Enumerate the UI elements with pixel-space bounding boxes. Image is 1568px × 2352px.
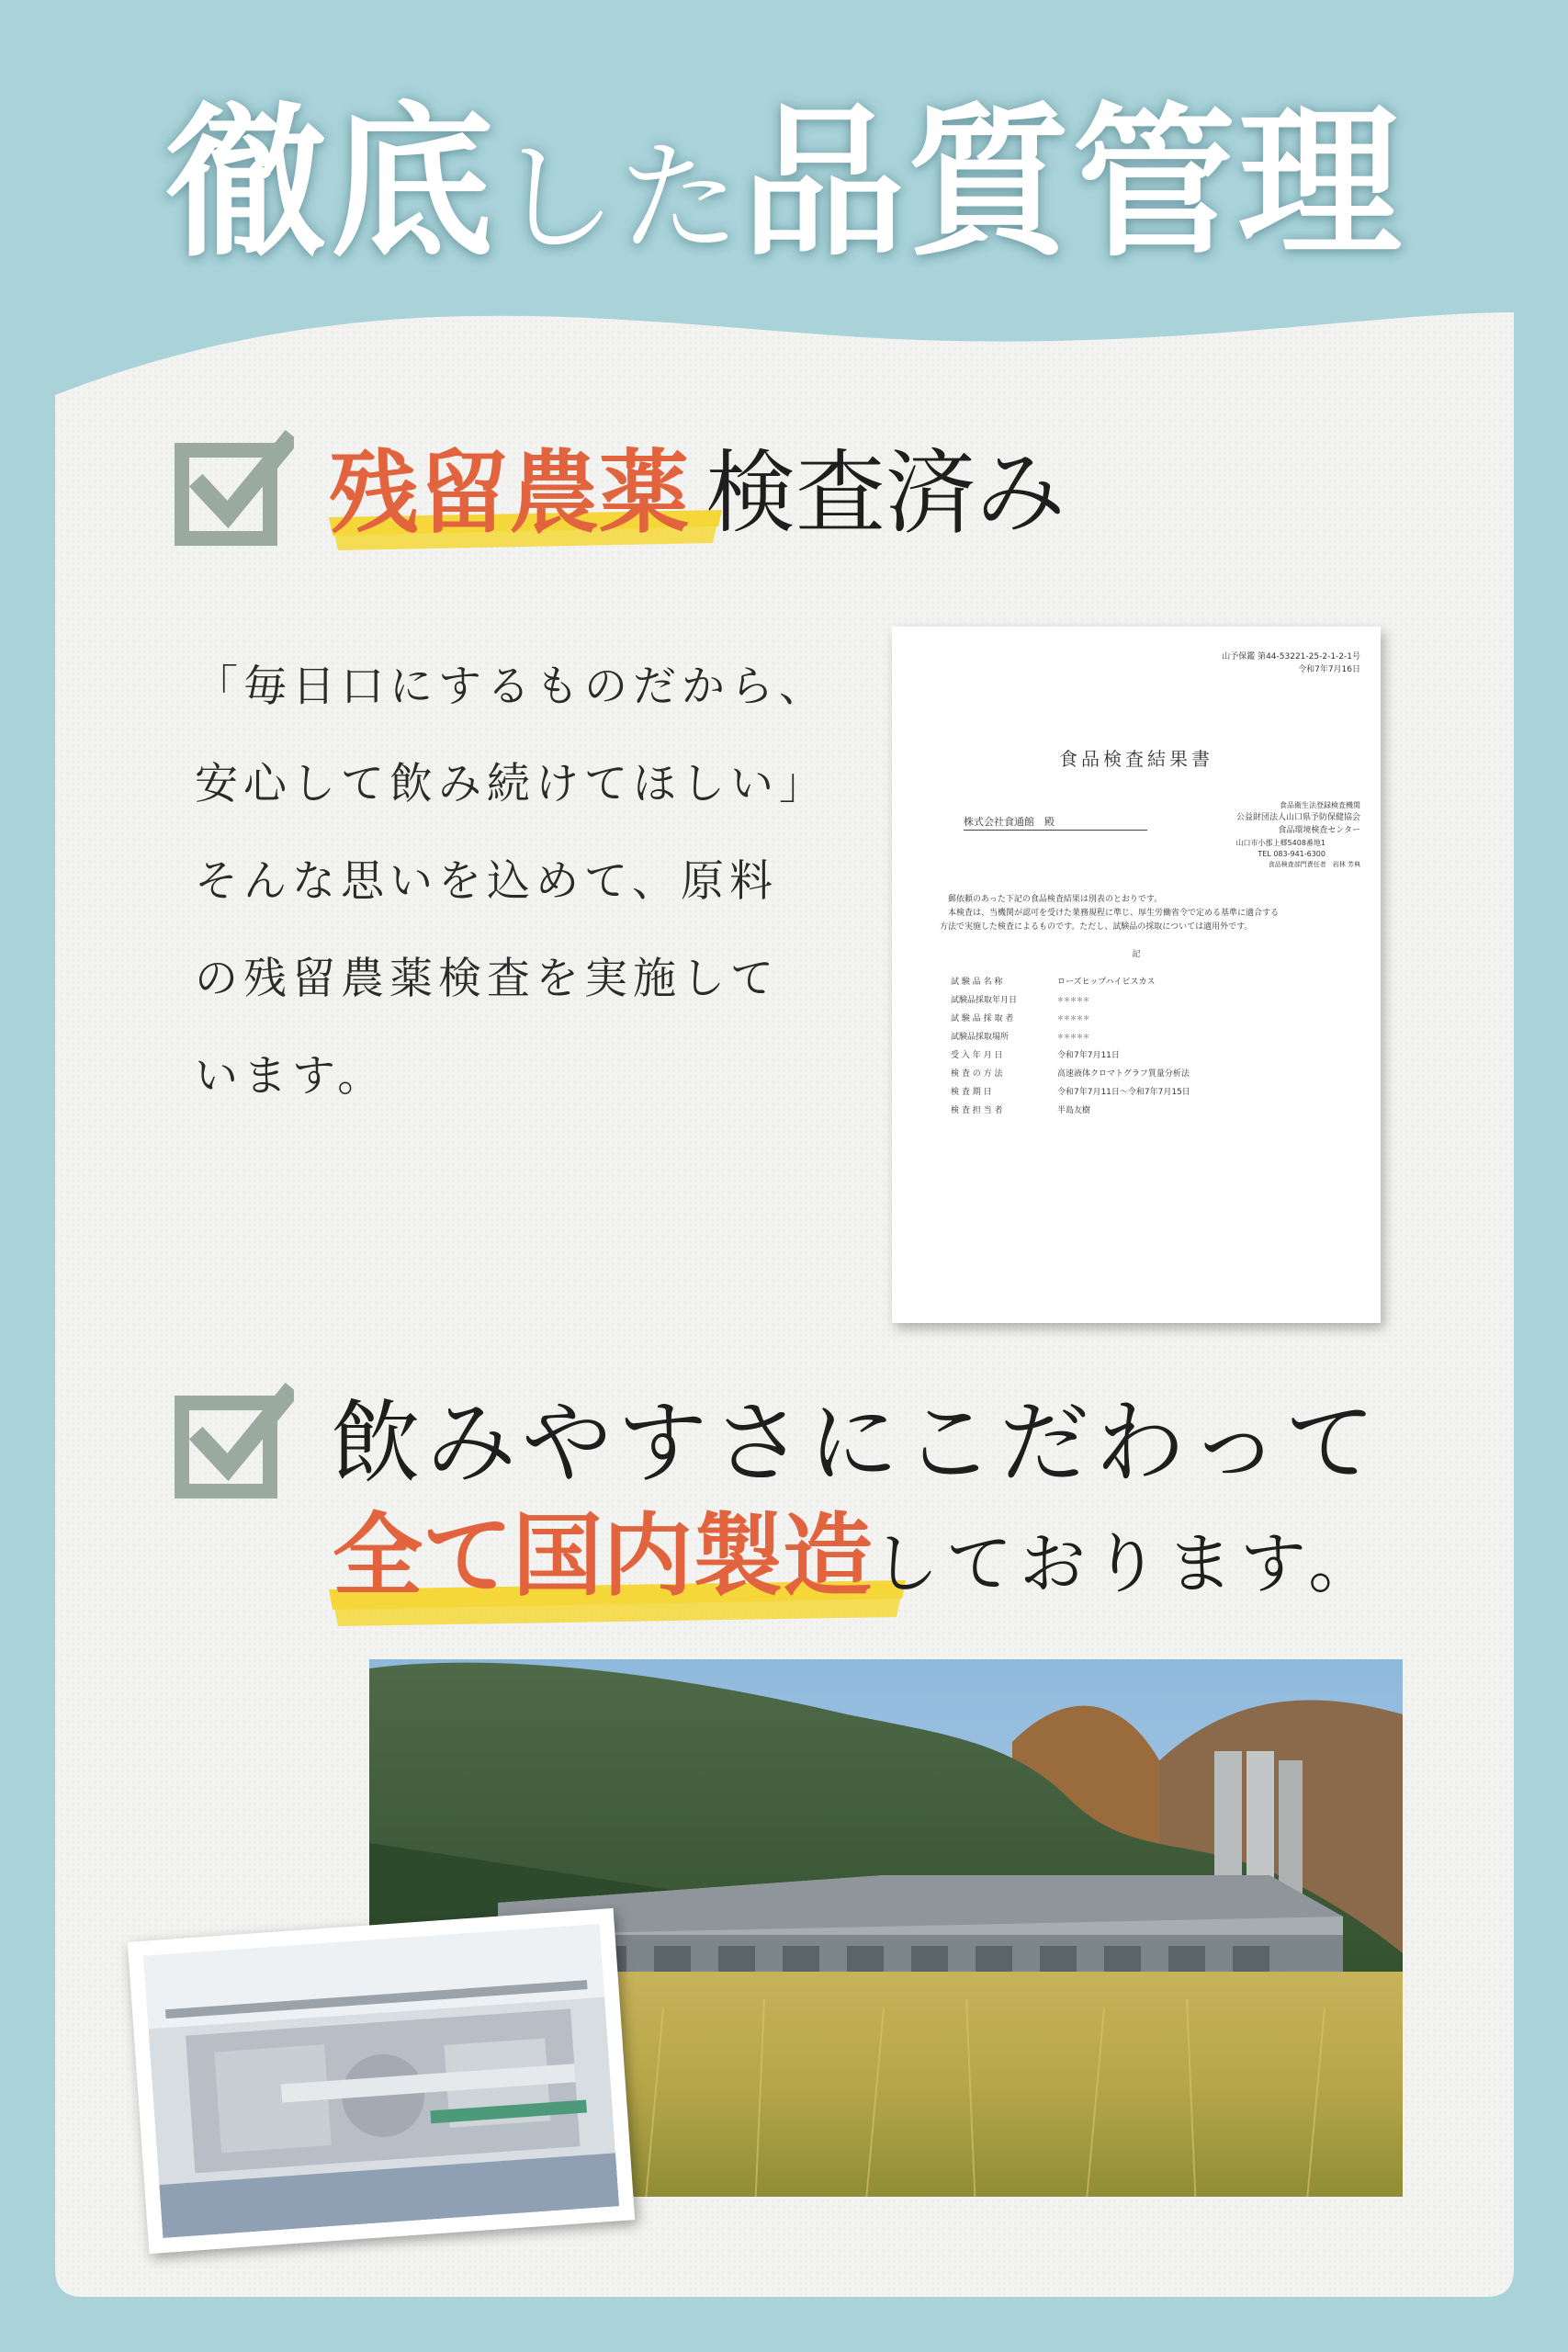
title-part3: 品質管理 [741, 86, 1404, 278]
doc-intro-2: 本検査は、当機関が認可を受けた業務規程に準じ、厚生労働省令で定める基準に適合する [940, 909, 1280, 918]
doc-row-label: 試験品採取年月日 [951, 996, 1018, 1005]
doc-row-value: 高速液体クロマトグラフ質量分析法 [1057, 1069, 1190, 1079]
section2-heading-line1: 飲みやすさにこだわって [331, 1391, 1382, 1496]
doc-recipient: 株式会社食通館 殿 [964, 816, 1147, 831]
doc-ref-no: 山予保鑑 第44-53221-25-2-1-2-1号 [1222, 652, 1360, 662]
section1-body [195, 639, 893, 1125]
doc-issuer-4: 山口市小郡上郷5408番地1 [1235, 839, 1325, 847]
title-part1: 徹底 [164, 86, 496, 278]
section1-heading [329, 440, 1066, 546]
doc-date: 令和7年7月16日 [1298, 665, 1360, 674]
section2-heading-line2 [333, 1503, 1382, 1609]
machinery-photo [128, 1908, 635, 2254]
doc-issuer-1: 食品衛生法登録検査機関 [1280, 801, 1360, 809]
doc-issuer-6: 食品検査部門責任者 岩林 芳典 [1268, 861, 1360, 868]
section2-accent: 全て国内製造 [333, 1503, 874, 1609]
doc-row-value: ローズヒップハイビスカス [1057, 978, 1156, 987]
doc-row-label: 受 入 年 月 日 [951, 1051, 1003, 1060]
doc-row-label: 試験品採取場所 [951, 1033, 1010, 1042]
doc-row-label: 検 査 の 方 法 [951, 1069, 1003, 1079]
doc-row-label: 試 験 品 採 取 者 [951, 1014, 1014, 1023]
body-line: 安心して飲み続けてほしい」 [195, 759, 828, 809]
doc-row-label: 試 験 品 名 称 [951, 978, 1003, 987]
doc-row-value: ＊＊＊＊＊ [1057, 1014, 1089, 1022]
doc-title: 食品検査結果書 [1059, 748, 1213, 770]
title-part2: した [495, 128, 742, 269]
doc-intro-3: 方法で実施した検査によるものです。ただし、試験品の採取については適用外です。 [940, 922, 1253, 932]
section1-accent: 残留農薬 [329, 440, 690, 546]
doc-issuer-3: 食品環境検査センター [1278, 826, 1360, 835]
body-line: います。 [195, 1051, 387, 1102]
doc-row-value: ＊＊＊＊＊ [1057, 1033, 1089, 1040]
inspection-document [892, 627, 1381, 1323]
check-box-icon [175, 430, 294, 549]
doc-row-value: 令和7年7月11日～令和7年7月15日 [1057, 1088, 1190, 1097]
body-line: の残留農薬検査を実施して [195, 954, 779, 1004]
doc-row-value: 半島友樹 [1057, 1106, 1091, 1115]
doc-row-value: ＊＊＊＊＊ [1057, 996, 1089, 1003]
check-box-icon [175, 1383, 294, 1502]
doc-intro-1: 郵依頼のあった下記の食品検査結果は別表のとおりです。 [940, 895, 1163, 904]
doc-row-label: 検 査 担 当 者 [951, 1106, 1003, 1115]
factory-machinery-image [143, 1924, 619, 2238]
section2-rest: しております。 [873, 1525, 1382, 1602]
doc-issuer-5: TEL 083-941-6300 [1258, 850, 1325, 858]
body-line: そんな思いを込めて、原料 [195, 856, 779, 907]
section1-rest: 検査済み [705, 441, 1066, 546]
body-line: 「毎日口にするものだから、 [195, 662, 828, 712]
doc-ki: 記 [1132, 950, 1141, 959]
doc-issuer-2: 公益財団法人山口県予防保健協会 [1235, 813, 1360, 822]
doc-row-value: 令和7年7月11日 [1057, 1051, 1120, 1060]
doc-row-label: 検 査 期 日 [951, 1088, 992, 1097]
page-title [0, 86, 1568, 278]
